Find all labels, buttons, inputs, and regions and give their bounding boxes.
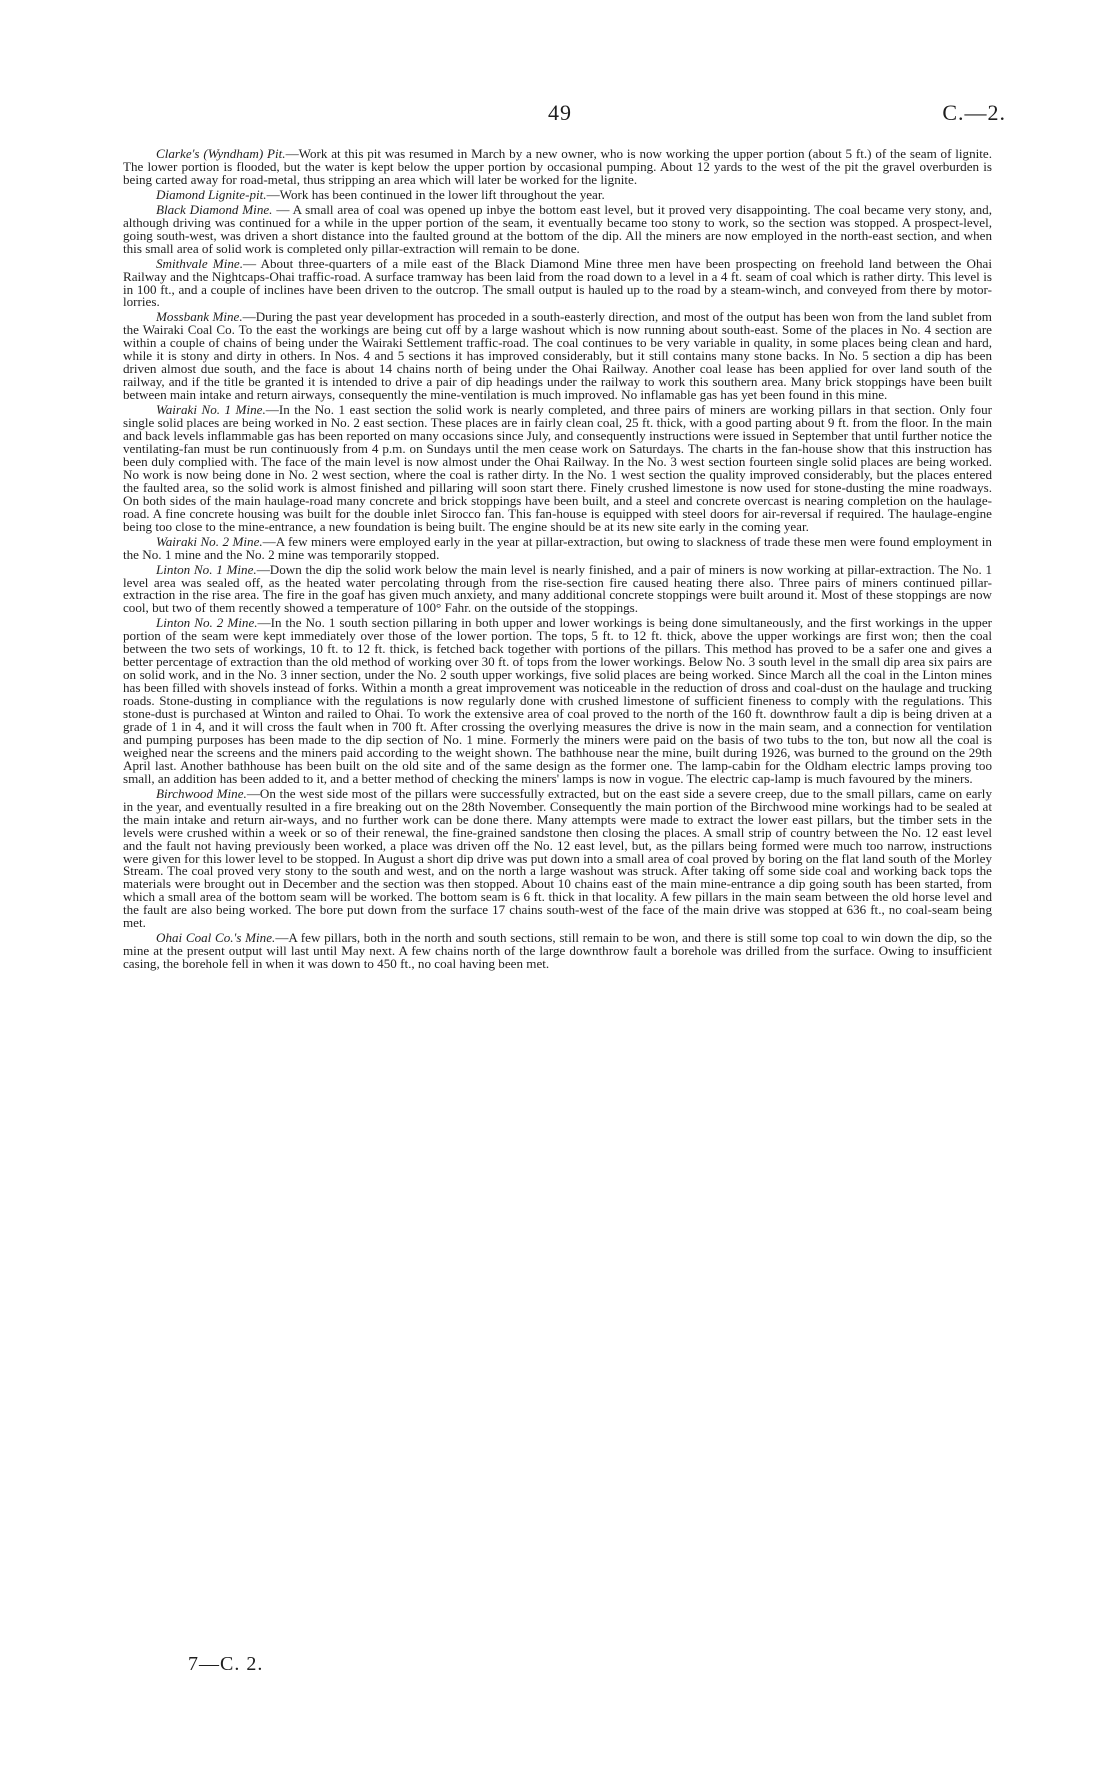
paragraph-heading: Linton No. 1 Mine.: [156, 561, 257, 577]
paragraph-black-diamond-mine: [123, 201, 992, 256]
paragraph-linton-no1-mine: [123, 561, 993, 616]
paragraph-heading: Clarke's (Wyndham) Pit.: [156, 146, 286, 161]
paragraph-text: —A few miners were employed early in the year at pillar-extraction, but owing to slackness of trade these men were found employment in the No. 1 mine and the No. 2 mine was temporarily stopped.: [123, 533, 992, 562]
paragraph-birchwood-mine: [123, 785, 992, 931]
paragraph-heading: Ohai Coal Co.'s Mine.: [156, 930, 276, 946]
paragraph-heading: Birchwood Mine.: [156, 785, 247, 801]
paragraph-heading: Linton No. 2 Mine.: [156, 615, 258, 631]
document-reference: C.—2.: [942, 100, 1006, 125]
paragraph-heading: Mossbank Mine.: [156, 309, 243, 325]
page-header: [0, 100, 1114, 130]
paragraph-smithvale-mine: [123, 255, 992, 310]
paragraph-text: —Work at this pit was resumed in March by a new owner, who is now working the upper portion (about 5 ft.) of the seam of lignite. The lower portion is flooded, but the water is kept below the upper portion by occasional pumping. About 12 yards to the west of the pit the gravel overburden is being carted away for road-metal, thus stripping an area which will later be worked for the lignite.: [123, 146, 992, 187]
paragraph-heading: Black Diamond Mine.: [156, 201, 273, 217]
document-body: [123, 148, 992, 973]
paragraph-text: —In the No. 1 east section the solid work is nearly completed, and three pairs of miners are working pillars in that section. Only four single solid places are being worked in No. 2 east section. These places are in fairly clean coal, 25 ft. thick, with a good parting about 9 ft. from the floor. In the main and back levels inflammable gas has been reported on many occasions since July, and consequently instructions were issued in September that until further notice the ventilating-fan must be run continuously from 4 p.m. on Sundays until the men cease work on Saturdays. The charts in the fan-house show that this instruction has been duly complied with. The face of the main level is now almost under the Ohai Railway. In the No. 3 west section fourteen single solid places are being worked. No work is now being done in No. 2 west section, where the coal is rather dirty. In the No. 1 west section the quality improved considerably, but the places entered the faulted area, so the solid work is almost finished and pillaring will soon start there. Finely crushed limestone is now used for stone-dusting the mine roadways. On both sides of the main haulage-road many concrete and brick stoppings have been built, and a steel and concrete overcast is nearing completion on the haulage-road. A fine concrete housing was built for the double inlet Sirocco fan. This fan-house is equipped with steel doors for air-reversal if required. The haulage-engine being too close to the mine-entrance, a new foundation is being built. The engine should be at its new site early in the coming year.: [123, 402, 992, 534]
paragraph-heading: Wairaki No. 2 Mine.: [156, 533, 263, 549]
paragraph-text: — A small area of coal was opened up inbye the bottom east level, but it proved very disappointing. The coal became very stony, and, although driving was continued for a while in the upper portion of the seam, it eventually became too stony to work, so the section was stopped. A prospect-level, going south-west, was driven a short distance into the faulted ground at the bottom of the dip. All the miners are now employed in the north-east section, and when this small area of solid work is completed only pillar-extraction will remain to be done.: [123, 201, 992, 256]
printer-signature: 7—C. 2.: [188, 1653, 264, 1675]
paragraph-text: —In the No. 1 south section pillaring in both upper and lower workings is being done simultaneously, and the first workings in the upper portion of the seam were kept immediately over those of the lower portion. The tops, 5 ft. to 12 ft. thick, above the upper workings are first won; then the coal between the two sets of workings, 10 ft. to 12 ft. thick, is fetched back together with portions of the pillars. This method has proved to be a safer one and gives a better percentage of extraction than the old method of working over 30 ft. of tops from the lower workings. Below No. 3 south level in the small dip area six pairs are on solid work, and in the No. 3 inner section, under the No. 2 south upper workings, five solid places are being worked. Since March all the coal in the Linton mines has been filled with shovels instead of forks. Within a month a great improvement was noticeable in the reduction of dross and coal-dust on the haulage and trucking roads. Stone-dusting in compliance with the regulations is now regularly done with crushed limestone of sufficient fineness to comply with the regulations. This stone-dust is purchased at Winton and railed to Ohai. To work the extensive area of coal proved to the north of the 160 ft. downthrow fault a dip is being driven at a grade of 1 in 4, and it will cross the fault when in 700 ft. After crossing the overlying measures the drive is now in the main seam, and a connection for ventilation and pumping purposes has been made to the dip section of No. 1 mine. Formerly the miners were paid on the basis of two tubs to the ton, but now all the coal is weighed near the screens and the miners paid according to the weight shown. The bathhouse near the mine, built during 1926, was burned to the ground on the 29th April last. Another bathhouse has been built on the old site and of the same design as the former one. The lamp-cabin for the Oldham electric lamps proving too small, an addition has been added to it, and a better method of checking the miners' lamps is now in vogue. The electric cap-lamp is much favoured by the miners.: [123, 615, 993, 786]
paragraph-mossbank-mine: [123, 311, 992, 402]
paragraph-text: —A few pillars, both in the north and south sections, still remain to be won, and there is still some top coal to win down the dip, so the mine at the present output will last until May next. A few chains north of the large downthrow fault a borehole was drilled from the surface. Owing to insufficient casing, the borehole fell in when it was down to 450 ft., no coal having been met.: [123, 930, 992, 972]
paragraph-heading: Diamond Lignite-pit.: [156, 186, 267, 202]
paragraph-heading: Wairaki No. 1 Mine.: [156, 402, 266, 418]
paragraph-text: —Down the dip the solid work below the main level is nearly finished, and a pair of miners is now working at pillar-extraction. The No. 1 level area was sealed off, as the heated water percolating through from the rise-section fire caused heating there also. Three pairs of miners continued pillar-extraction in the rise area. The fire in the goaf has given much anxiety, and many additional concrete stoppings were built around it. Most of these stoppings are now cool, but two of them recently showed a temperature of 100° Fahr. on the outside of the stoppings.: [123, 561, 993, 616]
paragraph-clarkes-pit: [123, 148, 992, 187]
paragraph-wairaki-no2-mine: [123, 533, 992, 562]
paragraph-text: — About three-quarters of a mile east of the Black Diamond Mine three men have been prospecting on freehold land between the Ohai Railway and the Nightcaps-Ohai traffic-road. A surface tramway has been laid from the road down to a level in a 4 ft. seam of coal which is rather dirty. This level is in 100 ft., and a couple of inclines have been driven to the outcrop. The small output is hauled up to the road by a steam-winch, and conveyed from there by motor-lorries.: [123, 255, 992, 310]
paragraph-diamond-lignite-pit: [123, 186, 992, 202]
paragraph-text: —On the west side most of the pillars were successfully extracted, but on the east side a severe creep, due to the small pillars, came on early in the year, and eventually resulted in a fire breaking out on the 28th November. Consequently the main portion of the Birchwood mine workings had to be sealed at the main intake and return air-ways, and no further work can be done there. Many attempts were made to extract the lower east pillars, but the timber sets in the levels were crushed within a week or so of their renewal, the fine-grained sandstone then closing the places. A small strip of country between the No. 12 east level and the fault not having previously been worked, a place was driven off the No. 12 east level, but, as the pillars being formed were much too narrow, instructions were given for this lower level to be stopped. In August a short dip drive was put down into a small area of coal proved by boring on the flat land south of the Morley Stream. The coal proved very stony to the south and west, and on the north a large washout was struck. After taking off some side coal and working back tops the materials were brought out in December and the section was then stopped. About 10 chains east of the main mine-entrance a dip going south has been started, from which a small area of the bottom seam will be worked. The bottom seam is 6 ft. thick in that locality. A few pillars in the main seam between the old horse level and the fault are also being worked. The bore put down from the surface 17 chains south-west of the face of the main drive was stopped at 636 ft., no coal-seam being met.: [123, 785, 992, 931]
paragraph-linton-no2-mine: [123, 617, 992, 785]
paragraph-text: —During the past year development has proceded in a south-easterly direction, and most of the output has been won from the land sublet from the Wairaki Coal Co. To the east the workings are being cut off by a large washout which is now running about south-east. Some of the places in No. 4 section are within a couple of chains of being under the Wairaki Settlement traffic-road. The coal continues to be very variable in quality, in some places being clean and hard, while it is stony and dirty in others. In Nos. 4 and 5 sections it has improved considerably, but it still contains many stone backs. In No. 5 section a dip has been driven almost due south, and the face is about 14 chains north of being under the Ohai Railway. Another coal lease has been applied for over land south of the railway, and if the title be granted it is intended to drive a pair of dip headings under the railway to work this southern area. Many brick stoppings have been built between main intake and return airways, consequently the mine-ventilation is much improved. No inflamable gas has yet been found in this mine.: [123, 309, 992, 403]
page-number: 49: [548, 100, 572, 125]
paragraph-ohai-coal-co-mine: [123, 932, 992, 971]
paragraph-heading: Smithvale Mine.: [156, 255, 243, 271]
paragraph-text: —Work has been continued in the lower lift throughout the year.: [266, 186, 605, 202]
paragraph-wairaki-no1-mine: [123, 404, 992, 534]
